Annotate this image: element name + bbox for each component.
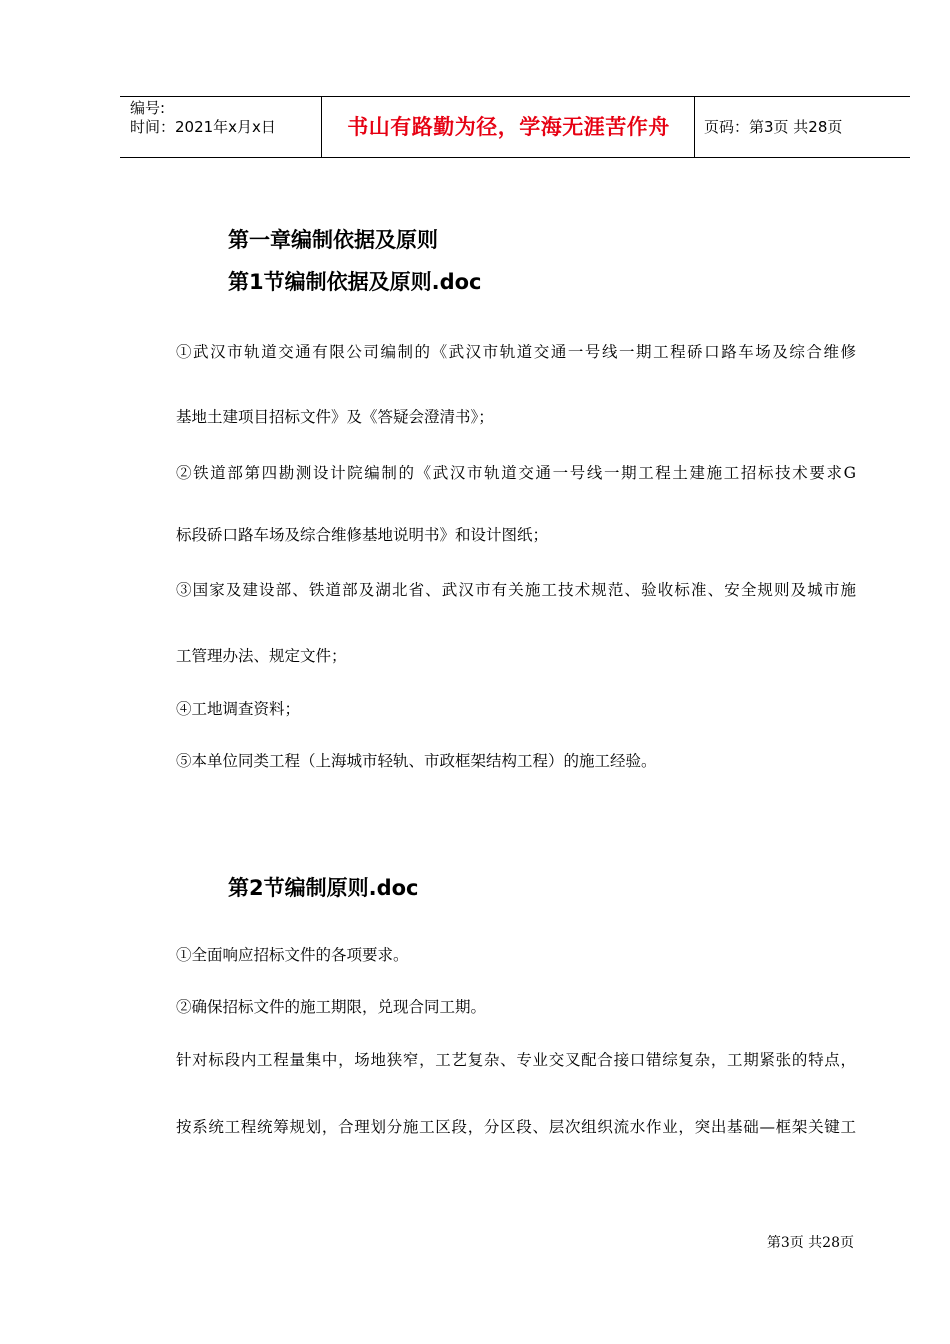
document-number-label: 编号: <box>130 99 166 117</box>
paragraph-line: 按系统工程统筹规划，合理划分施工区段，分区段、层次组织流水作业，突出基础—框架关键工 <box>176 1118 856 1136</box>
paragraph-line: 标段硚口路车场及综合维修基地说明书》和设计图纸； <box>176 526 549 544</box>
document-time-label: 时间：2021年x月x日 <box>130 118 276 136</box>
paragraph-line: ⑤本单位同类工程（上海城市轻轨、市政框架结构工程）的施工经验。 <box>176 752 657 770</box>
paragraph-line: ④工地调查资料； <box>176 700 301 718</box>
page-header <box>120 96 910 158</box>
paragraph-line: ①全面响应招标文件的各项要求。 <box>176 946 409 964</box>
paragraph-line: 工管理办法、规定文件； <box>176 647 347 665</box>
header-divider <box>694 97 695 157</box>
page-footer: 第3页 共28页 <box>766 1235 854 1251</box>
chapter-title: 第一章编制依据及原则 <box>228 228 438 252</box>
paragraph-line: ②确保招标文件的施工期限，兑现合同工期。 <box>176 998 487 1016</box>
paragraph-line: ③国家及建设部、铁道部及湖北省、武汉市有关施工技术规范、验收标准、安全规则及城市施 <box>176 581 856 599</box>
paragraph-line: 针对标段内工程量集中，场地狭窄，工艺复杂、专业交叉配合接口错综复杂，工期紧张的特点， <box>176 1051 856 1069</box>
section-1-title: 第1节编制依据及原则.doc <box>228 270 482 294</box>
header-page-code: 页码：第3页 共28页 <box>704 118 843 136</box>
header-motto: 书山有路勤为径，学海无涯苦作舟 <box>347 115 670 139</box>
header-info <box>130 99 276 137</box>
paragraph-line: ①武汉市轨道交通有限公司编制的《武汉市轨道交通一号线一期工程硚口路车场及综合维修 <box>176 343 856 361</box>
section-2-title: 第2节编制原则.doc <box>228 876 419 900</box>
paragraph-line: ②铁道部第四勘测设计院编制的《武汉市轨道交通一号线一期工程土建施工招标技术要求G <box>176 464 856 482</box>
paragraph-line: 基地土建项目招标文件》及《答疑会澄清书》； <box>176 408 494 426</box>
